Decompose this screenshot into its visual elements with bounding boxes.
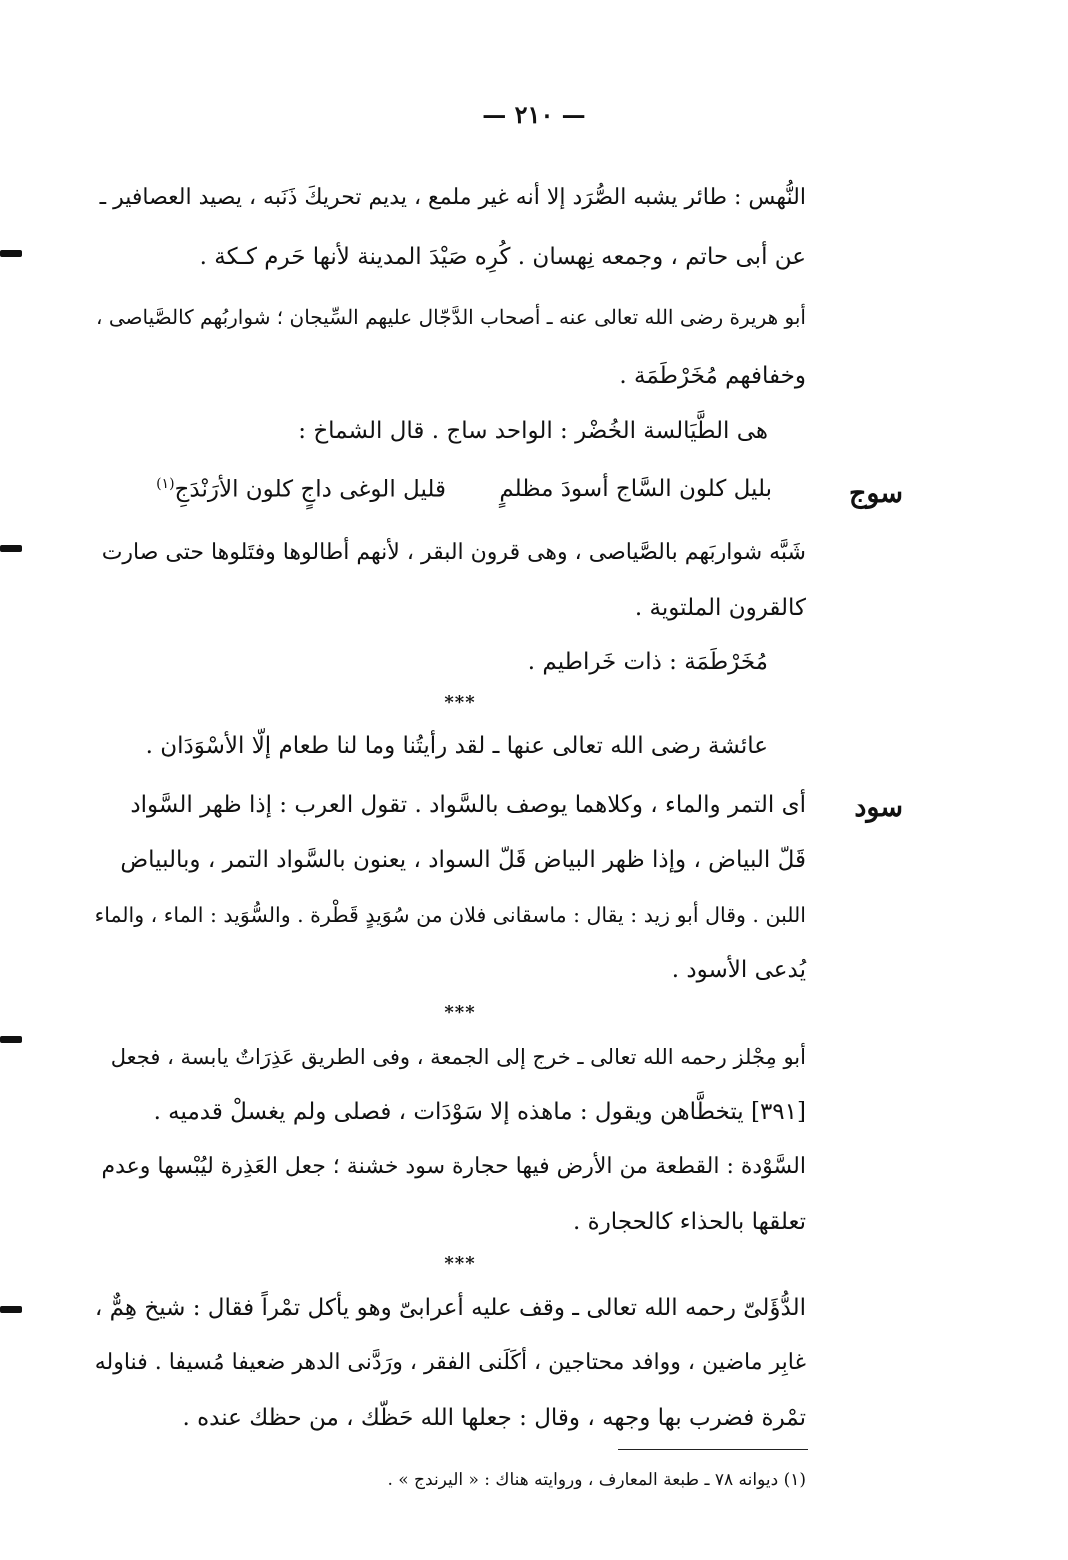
- section-separator: ***: [444, 1253, 476, 1274]
- text-line: أبو هريرة رضى الله تعالى عنه ـ أصحاب الدَّجّال عليهم السِّيجان ؛ شواربُهم كالصَّياصى ،: [96, 305, 806, 329]
- margin-mark: [0, 1036, 22, 1043]
- section-separator: ***: [444, 692, 476, 713]
- text-line: شَبَّه شواربَهم بالصَّياصى ، وهى قرون البقر ، لأنهم أطالوها وفتَلوها حتى صارت: [101, 540, 806, 565]
- section-separator: ***: [444, 1002, 476, 1023]
- page-number: — ٢١٠ —: [482, 100, 586, 129]
- text-line: هى الطَّيَالسة الخُضْر : الواحد ساج . قال الشماخ :: [298, 418, 768, 444]
- text-line: يُدعى الأسود .: [671, 957, 806, 983]
- text-line: الدُّؤَلىّ رحمه الله تعالى ـ وقف عليه أعرابىّ وهو يأكل تمْراً فقال : شيخ هِمٌّ ،: [94, 1295, 806, 1321]
- margin-mark: [0, 545, 22, 552]
- text-line: تعلقها بالحذاء كالحجارة .: [573, 1209, 806, 1235]
- footnote: (١) ديوانه ٧٨ ـ طبعة المعارف ، وروايته هناك : « اليرندج » .: [387, 1470, 806, 1490]
- text-line: قَلّ البياض ، وإذا ظهر البياض قَلّ السواد ، يعنون بالسَّواد التمر ، وبالبياض: [120, 847, 806, 873]
- text-line: أبو مِجْلز رحمه الله تعالى ـ خرج إلى الجمعة ، وفى الطريق عَذِرَاتٌ يابسة ، فجعل: [110, 1045, 806, 1069]
- text-line: كالقرون الملتوية .: [634, 595, 806, 621]
- text-line: النُّهس : طائر يشبه الصُّرَد إلا أنه غير ملمع ، يديم تحريكَ ذَنَبه ، يصيد العصافير ـ: [99, 185, 806, 210]
- margin-mark: [0, 1306, 22, 1313]
- text-line: السَّوْدة : القطعة من الأرض فيها حجارة سود خشنة ؛ جعل العَذِرة ليُبْسها وعدم: [101, 1154, 806, 1179]
- text-line: تمْرة فضرب بها وجهه ، وقال : جعلها الله حَظّك ، من حظك عنده .: [182, 1405, 806, 1431]
- text-line: [٣٩١] يتخطَّاهن ويقول : ماهذه إلا سَوْدَات ، فصلى ولم يغسلْ قدميه .: [153, 1099, 806, 1125]
- verse-hemistich-left: قليل الوغى داجٍ كلون الأرَنْدَجِ$^{(١)}$: [156, 476, 446, 503]
- text-line: وخفافهم مُخَرْطَمَة .: [619, 363, 806, 389]
- text-line: مُخَرْطَمَة : ذات خَراطيم .: [527, 649, 768, 675]
- entry-root-label: سود: [854, 792, 903, 823]
- text-line: اللبن . وقال أبو زيد : يقال : ماسقانى فلان من سُوَيدٍ قَطْرة . والسُّوَيد : الماء ، والماء: [94, 903, 806, 927]
- entry-root-label: سوج: [849, 478, 903, 509]
- footnote-rule: [618, 1449, 808, 1450]
- text-line: أى التمر والماء ، وكلاهما يوصف بالسَّواد . تقول العرب : إذا ظهر السَّواد: [130, 792, 806, 818]
- verse-hemistich-right: بليل كلون السَّاج أسودَ مظلمٍ: [499, 476, 772, 502]
- text-line: عن أبى حاتم ، وجمعه نِهسان . كُرِه صَيْدَ المدينة لأنها حَرم كـكة .: [199, 244, 806, 270]
- text-line: عائشة رضى الله تعالى عنها ـ لقد رأيتُنا وما لنا طعام إلّا الأسْوَدَان .: [145, 733, 768, 759]
- footnote-ref: (١): [156, 476, 175, 492]
- text-line: غابِر ماضين ، ووافد محتاجين ، أكَلَنى الفقر ، ورَدَّنى الدهر ضعيفا مُسيفا . فناوله: [94, 1350, 806, 1375]
- margin-mark: [0, 250, 22, 257]
